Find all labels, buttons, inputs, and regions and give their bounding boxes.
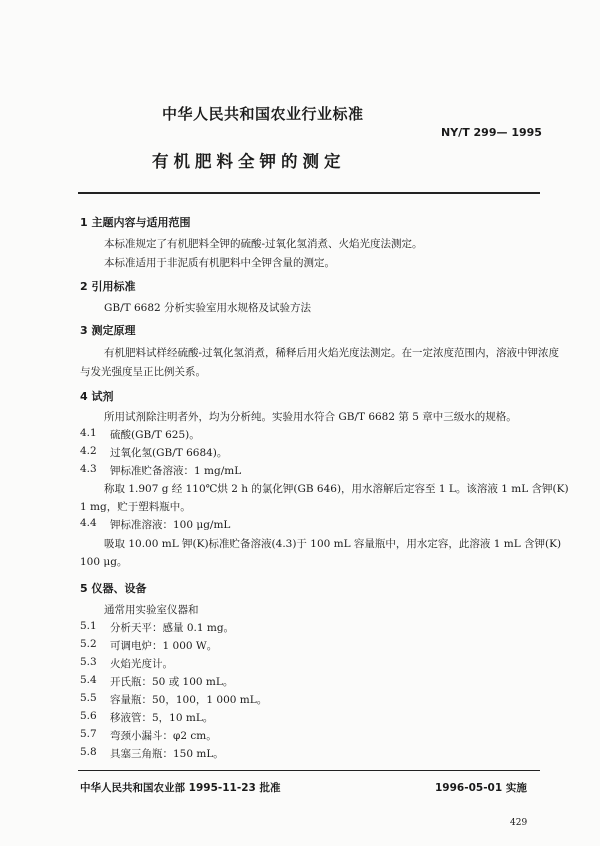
section-3-heading: 3 测定原理 [80, 324, 136, 337]
page-number: 429 [510, 818, 528, 828]
reagent-4-4-description-line-1: 吸取 10.00 mL 钾(K)标准贮备溶液(4.3)于 100 mL 容量瓶中，用水定容，此溶液 1 mL 含钾(K) [104, 538, 562, 550]
header-divider [78, 192, 540, 194]
section-4-intro: 所用试剂除注明者外，均为分析纯。实验用水符合 GB/T 6682 第 5 章中三级水的规格。 [104, 411, 517, 423]
reagent-4-3-description-line-2: 1 mg，贮于塑料瓶中。 [80, 501, 191, 513]
equipment-item: 容量瓶：50，100，1 000 mL。 [110, 694, 268, 706]
reagent-item: 硫酸(GB/T 625)。 [110, 429, 200, 441]
equipment-number: 5.8 [80, 746, 97, 758]
reagent-item: 钾标准溶液：100 μg/mL [110, 519, 231, 531]
section-1-paragraph-1: 本标准规定了有机肥料全钾的硫酸-过氧化氢消煮、火焰光度法测定。 [104, 238, 423, 250]
equipment-item: 开氏瓶：50 或 100 mL。 [110, 676, 234, 688]
equipment-number: 5.3 [80, 656, 97, 668]
implementation-date: 1996-05-01 实施 [435, 782, 527, 794]
reagent-number: 4.1 [80, 427, 97, 439]
equipment-item: 火焰光度计。 [110, 658, 173, 670]
section-5-heading: 5 仪器、设备 [80, 582, 147, 595]
equipment-number: 5.5 [80, 692, 97, 704]
section-1-heading: 1 主题内容与适用范围 [80, 216, 191, 229]
issuing-organization: 中华人民共和国农业行业标准 [162, 105, 364, 123]
equipment-number: 5.4 [80, 674, 97, 686]
section-1-paragraph-2: 本标准适用于非泥质有机肥料中全钾含量的测定。 [104, 257, 335, 269]
reagent-number: 4.3 [80, 463, 97, 475]
section-5-intro: 通常用实验室仪器和 [104, 604, 199, 616]
document-title: 有机肥料全钾的测定 [152, 152, 346, 171]
equipment-item: 弯颈小漏斗：φ2 cm。 [110, 730, 217, 742]
equipment-number: 5.2 [80, 638, 97, 650]
reagent-number: 4.4 [80, 517, 97, 529]
reagent-item: 过氧化氢(GB/T 6684)。 [110, 447, 228, 459]
section-4-heading: 4 试剂 [80, 390, 114, 403]
equipment-item: 分析天平：感量 0.1 mg。 [110, 622, 235, 634]
reagent-4-3-description-line-1: 称取 1.907 g 经 110℃烘 2 h 的氯化钾(GB 646)，用水溶解后定容至 1 L。该溶液 1 mL 含钾(K) [104, 483, 569, 495]
standard-code: NY/T 299— 1995 [441, 126, 542, 139]
equipment-item: 移液管：5，10 mL。 [110, 712, 214, 724]
section-3-paragraph-line-1: 有机肥料试样经硫酸-过氧化氢消煮，稀释后用火焰光度法测定。在一定浓度范围内，溶液中钾浓度 [104, 347, 560, 359]
equipment-number: 5.1 [80, 620, 97, 632]
reagent-item: 钾标准贮备溶液：1 mg/mL [110, 465, 242, 477]
equipment-item: 具塞三角瓶：150 mL。 [110, 748, 224, 760]
equipment-number: 5.6 [80, 710, 97, 722]
equipment-item: 可调电炉：1 000 W。 [110, 640, 218, 652]
section-3-paragraph-line-2: 与发光强度呈正比例关系。 [80, 366, 206, 378]
footer-divider [78, 770, 540, 771]
equipment-number: 5.7 [80, 728, 97, 740]
reagent-4-4-description-line-2: 100 μg。 [80, 556, 128, 568]
reagent-number: 4.2 [80, 445, 97, 457]
approval-date: 中华人民共和国农业部 1995-11-23 批准 [80, 782, 281, 794]
section-2-reference: GB/T 6682 分析实验室用水规格及试验方法 [104, 302, 312, 314]
section-2-heading: 2 引用标准 [80, 280, 136, 293]
